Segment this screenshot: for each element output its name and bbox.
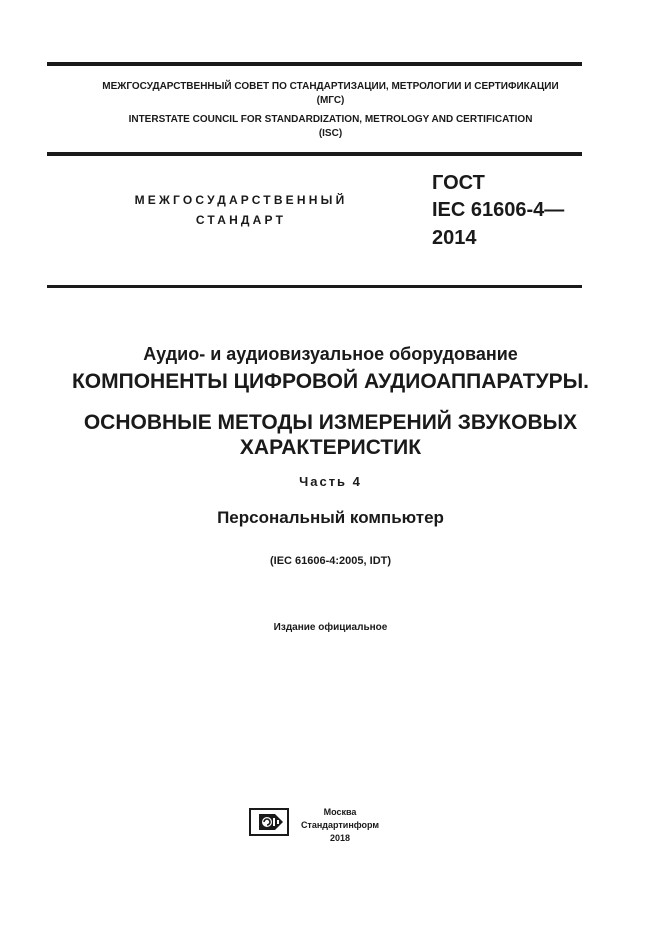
document-subject: Аудио- и аудиовизуальное оборудование — [143, 344, 518, 364]
council-name-ru: МЕЖГОСУДАРСТВЕННЫЙ СОВЕТ ПО СТАНДАРТИЗАЦИИ, МЕТРОЛОГИИ И СЕРТИФИКАЦИИ — [102, 81, 559, 92]
header-rule — [47, 152, 582, 156]
document-title-line3: ХАРАКТЕРИСТИК — [239, 436, 422, 459]
standard-code-line2: IEC 61606-4— — [432, 199, 565, 221]
part-title: Персональный компьютер — [217, 508, 444, 527]
title-rule — [47, 285, 582, 288]
iec-reference: (IEC 61606-4:2005, IDT) — [269, 555, 392, 567]
council-name-en: INTERSTATE COUNCIL FOR STANDARDIZATION, METROLOGY AND CERTIFICATION — [128, 114, 533, 125]
publisher-name: Стандартинформ — [300, 820, 380, 830]
publisher-city: Москва — [323, 807, 357, 817]
standard-kind-line2: СТАНДАРТ — [195, 213, 287, 227]
document-title-line2: ОСНОВНЫЕ МЕТОДЫ ИЗМЕРЕНИЙ ЗВУКОВЫХ — [83, 411, 578, 434]
council-abbr-ru: (МГС) — [316, 95, 345, 106]
standard-code-line3: 2014 — [432, 227, 477, 249]
standard-code-line1: ГОСТ — [432, 172, 485, 194]
council-abbr-en: (ISC) — [318, 128, 343, 139]
edition-note: Издание официальное — [273, 622, 388, 633]
standartinform-logo-icon — [249, 808, 289, 836]
document-title-line1: КОМПОНЕНТЫ ЦИФРОВОЙ АУДИОАППАРАТУРЫ. — [71, 370, 589, 393]
publication-year: 2018 — [329, 833, 351, 843]
standard-kind-line1: МЕЖГОСУДАРСТВЕННЫЙ — [134, 193, 348, 207]
top-rule — [47, 62, 582, 66]
part-number: Часть 4 — [299, 474, 362, 489]
